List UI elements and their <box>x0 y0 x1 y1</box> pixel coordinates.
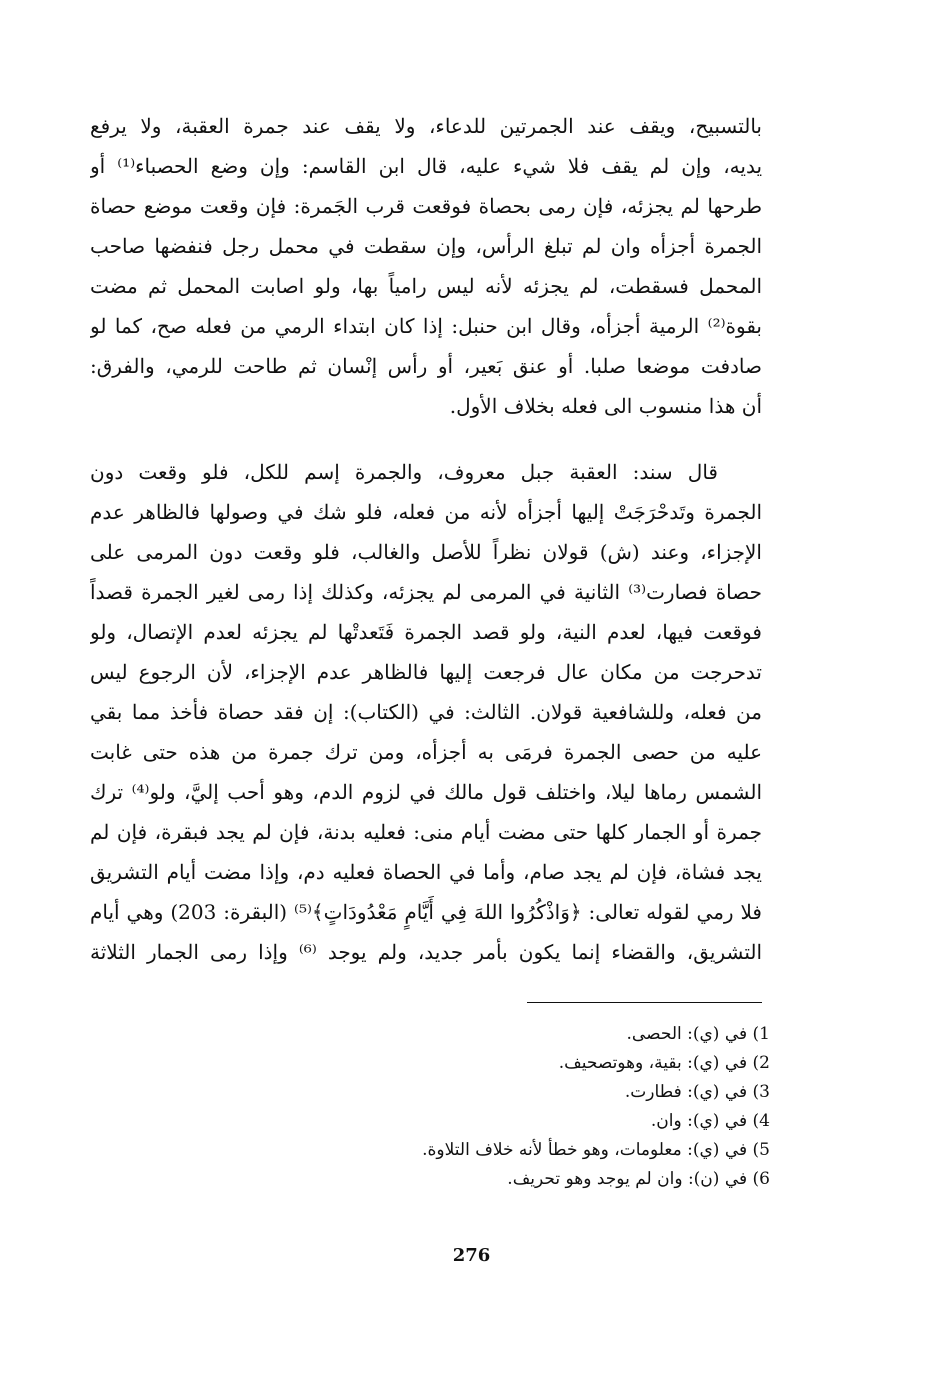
text-line: يديه، وإن لم يقف فلا شيء عليه، قال ابن القاسم: وإن وضع الحصباء⁽¹⁾ أو <box>90 154 762 178</box>
page-number: 276 <box>452 1245 491 1266</box>
footnote-item: 2) في (ي): بقية، وهوتصحيف. <box>558 1053 770 1073</box>
text-line: صادفت موضعا صلبا. أو عنق بَعير، أو رأس إنْسان ثم طاحت للرمي، والفرق: <box>90 354 762 378</box>
text-line: فوقعت فيها، لعدم النية، ولو قصد الجمرة فَتَعدتْها لم يجزئه لعدم الإتصال، ولو <box>90 620 762 644</box>
text-line: طرحها لم يجزئه، فإن رمى بحصاة فوقعت قرب الجَمرة: فإن وقعت موضع حصاة <box>90 194 762 218</box>
text-line: قال سند: العقبة جبل معروف، والجمرة إسم للكل، فلو وقعت دون <box>90 460 718 484</box>
text-line: من فعله، وللشافعية قولان. الثالث: في (الكتاب): إن فقد حصاة فأخذ مما بقي <box>90 700 762 724</box>
text-line: بالتسبيح، ويقف عند الجمرتين للدعاء، ولا يقف عند جمرة العقبة، ولا يرفع <box>90 114 762 138</box>
text-line: يجد فشاة، فإن لم يجد صام، وأما في الحصاة فعليه دم، وإذا مضت أيام التشريق <box>90 860 762 884</box>
text-line: فلا رمي لقوله تعالى: ﴿وَاذْكُرُوا اللهَ فِي أَيَّامٍ مَعْدُودَاتٍ﴾⁽⁵⁾ (البقرة: 203) وهي أيام <box>90 900 762 924</box>
text-line: أن هذا منسوب الى فعله بخلاف الأول. <box>449 394 762 418</box>
footnote-item: 6) في (ن): وان لم يوجد وهو تحريف. <box>507 1169 770 1189</box>
footnotes <box>300 1020 770 1194</box>
text-line: الإجزاء، وعند (ش) قولان نظراً للأصل والغالب، فلو وقعت دون المرمى على <box>90 540 762 564</box>
footnote-item: 4) في (ي): وان. <box>650 1111 770 1131</box>
text-line: الشمس رماها ليلا، واختلف قول مالك في لزوم الدم، وهو أحب إليَّ، ولو⁽⁴⁾ ترك <box>90 780 762 804</box>
text-line: المحمل فسقطت، لم يجزئه لأنه ليس رامياً بها، ولو اصابت المحمل ثم مضت <box>90 274 762 298</box>
text-line: حصاة فصارت⁽³⁾ الثانية في المرمى لم يجزئه، وكذلك إذا رمى لغير الجمرة قصداً <box>90 580 762 604</box>
text-line: الجمرة وتَدحْرَجَتْ إليها أجزأه لأنه من فعله، فلو شك في وصولها فالظاهر عدم <box>90 500 762 524</box>
text-line: تدحرجت من مكان عال فرجعت إليها فالظاهر عدم الإجزاء، لأن الرجوع ليس <box>90 660 762 684</box>
text-line: جمرة أو الجمار كلها حتى مضت أيام منى: فعليه بدنة، فإن لم يجد فبقرة، فإن لم <box>90 820 762 844</box>
text-line: عليه من حصى الجمرة فرمَى به أجزأه، ومن ترك جمرة من هذه حتى غابت <box>90 740 762 764</box>
text-line: التشريق، والقضاء إنما يكون بأمر جديد، ولم يوجد ⁽⁶⁾ وإذا رمى الجمار الثلاثة <box>90 940 762 964</box>
text-line: الجمرة أجزأه وان لم تبلغ الرأس، وإن سقطت في محمل رجل فنفضها صاحب <box>90 234 762 258</box>
text-line: بقوة⁽²⁾ الرمية أجزأه، وقال ابن حنبل: إذا كان ابتداء الرمي من فعله صح، كما لو <box>90 314 762 338</box>
paragraph-2 <box>90 452 762 972</box>
footnote-item: 3) في (ي): فطارت. <box>624 1082 770 1102</box>
footnote-divider <box>527 1002 762 1003</box>
paragraph-1 <box>90 106 762 426</box>
footnote-item: 5) في (ي): معلومات، وهو خطأ لأنه خلاف التلاوة. <box>422 1140 770 1160</box>
footnote-item: 1) في (ي): الحصى. <box>626 1024 770 1044</box>
